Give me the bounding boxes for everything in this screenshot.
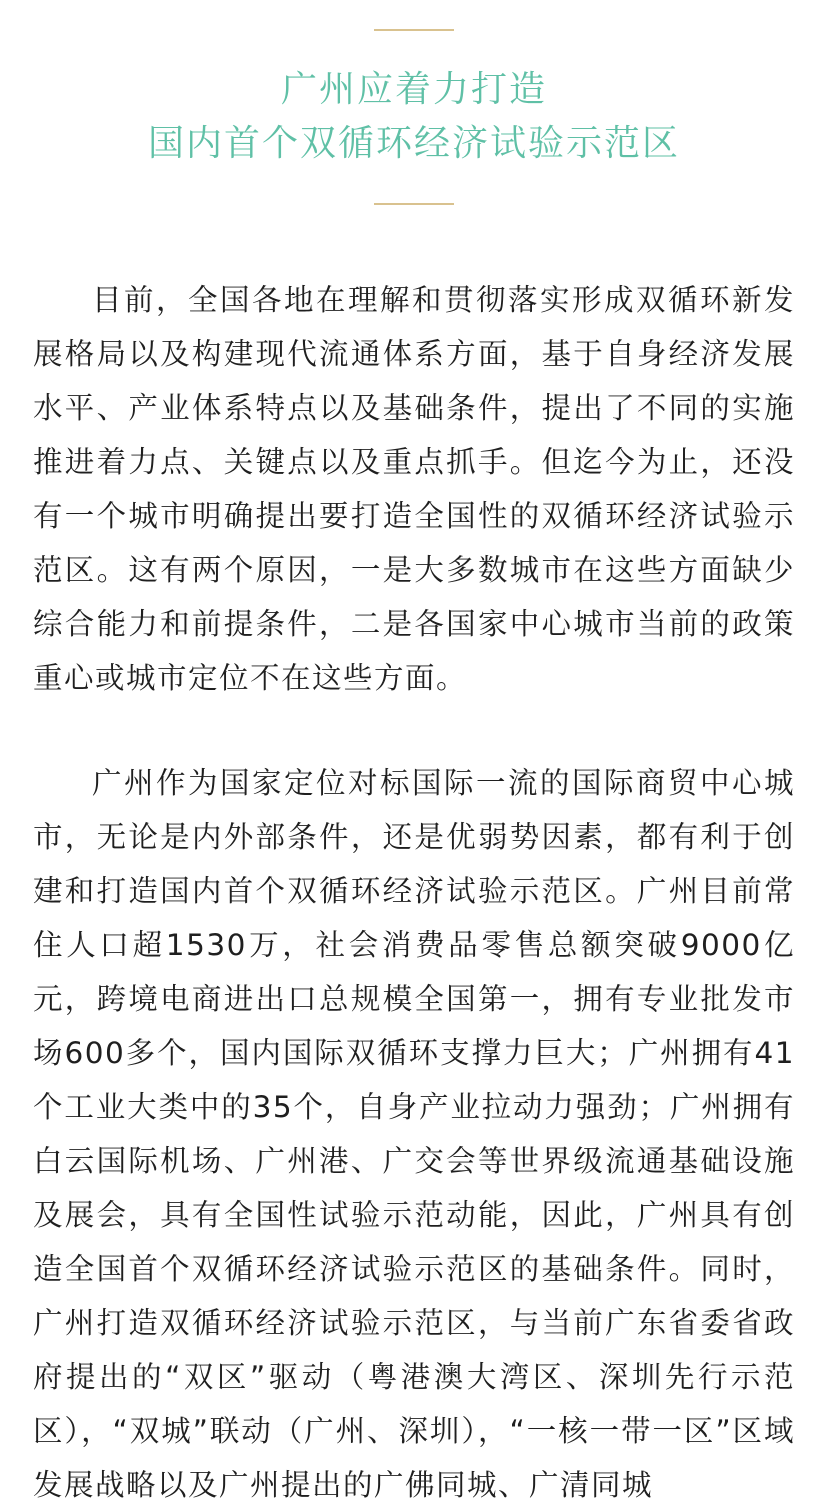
body-paragraph-1: 目前，全国各地在理解和贯彻落实形成双循环新发展格局以及构建现代流通体系方面，基于自身经济发展水平、产业体系特点以及基础条件，提出了不同的实施推进着力点、关键点以及重点抓手。但迄今为止，还没有一个城市明确提出要打造全国性的双循环经济试验示范区。这有两个原因，一是大多数城市在这些方面缺少综合能力和前提条件，二是各国家中心城市当前的政策重心或城市定位不在这些方面。 bbox=[33, 282, 795, 695]
body-paragraph-2: 广州作为国家定位对标国际一流的国际商贸中心城市，无论是内外部条件，还是优弱势因素，都有利于创建和打造国内首个双循环经济试验示范区。广州目前常住人口超1530万，社会消费品零售总额突破9000亿元，跨境电商进出口总规模全国第一，拥有专业批发市场600多个，国内国际双循环支撑力巨大；广州拥有41个工业大类中的35个，自身产业拉动力强劲；广州拥有白云国际机场、广州港、广交会等世界级流通基础设施及展会，具有全国性试验示范动能，因此，广州具有创造全国首个双循环经济试验示范区的基础条件。同时，广州打造双循环经济试验示范区，与当前广东省委省政府提出的“双区”驱动（粤港澳大湾区、深圳先行示范区），“双城”联动（广州、深圳），“一核一带一区”区域发展战略以及广州提出的广佛同城、广清同城 bbox=[33, 765, 795, 1502]
title-top-divider bbox=[374, 29, 454, 31]
article-title-line-1: 广州应着力打造 bbox=[280, 69, 547, 110]
title-bottom-divider bbox=[374, 203, 454, 205]
article-title-line-2: 国内首个双循环经济试验示范区 bbox=[147, 123, 680, 164]
